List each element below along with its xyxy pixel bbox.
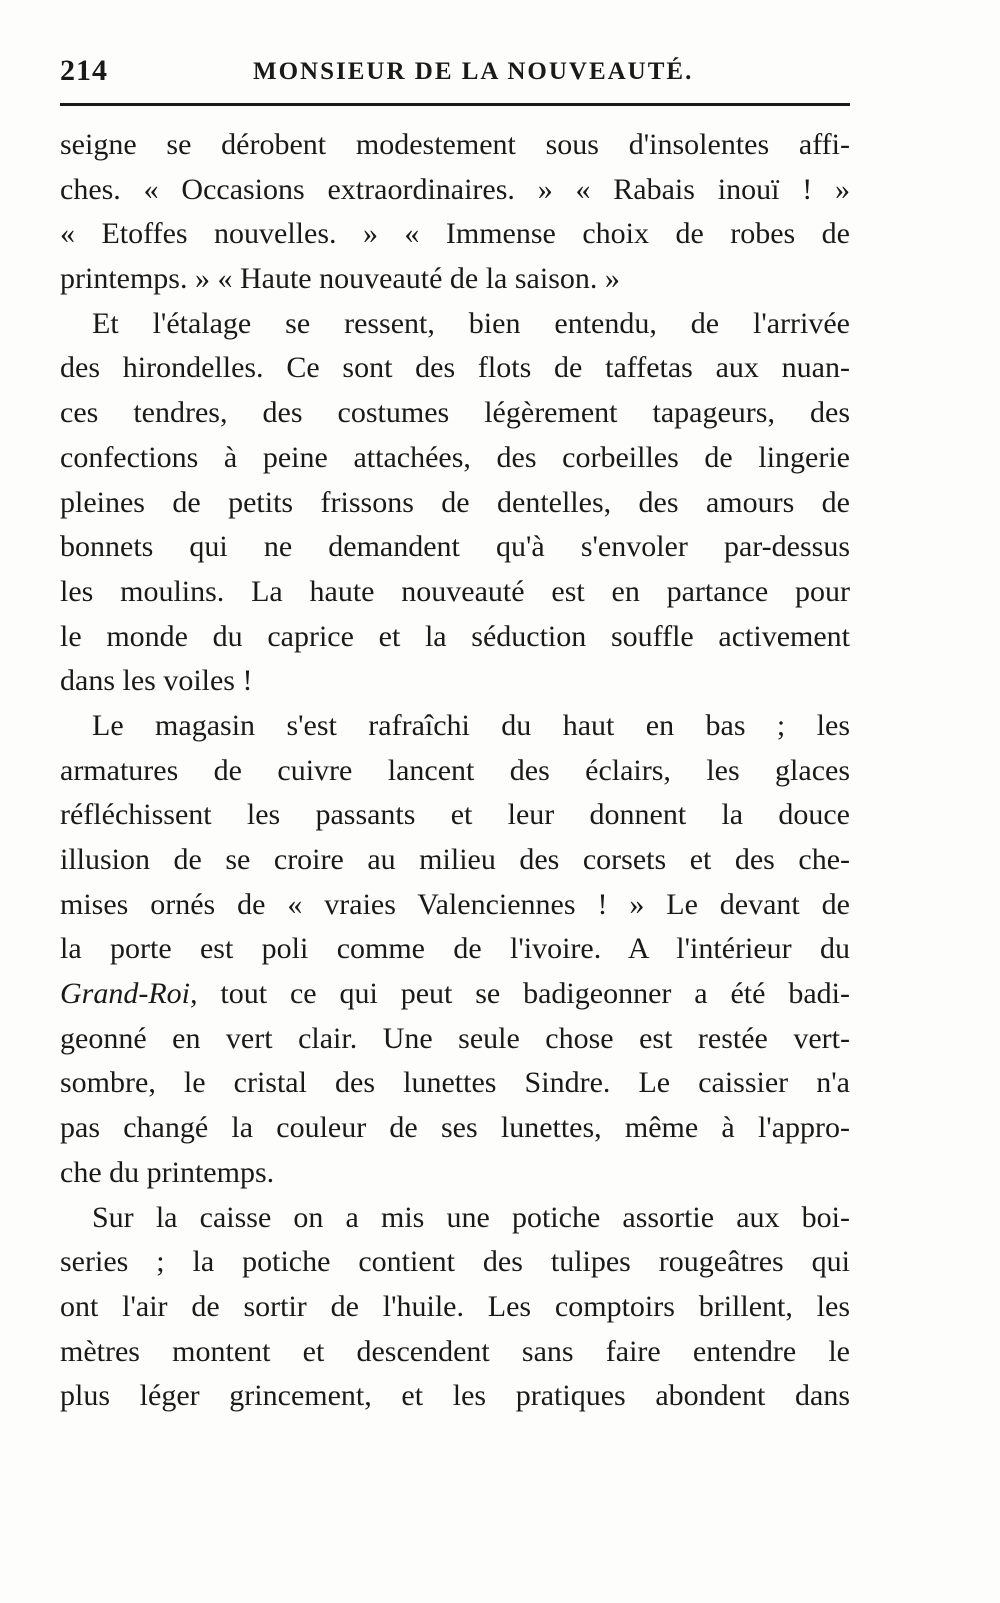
text-line: dans les voiles ! — [60, 664, 253, 698]
text-line: le monde du caprice et la séduction souffle activement — [60, 619, 850, 653]
text-line: Sur la caisse on a mis une potiche assortie aux boi- — [92, 1200, 850, 1234]
text-line — [60, 972, 850, 1017]
text-line: ont l'air de sortir de l'huile. Les comptoirs brillent, les — [60, 1289, 850, 1323]
paragraph-4 — [60, 1196, 850, 1419]
text-line-rest: tout ce qui peut se badigeonner a été badi- — [197, 977, 850, 1011]
text-line: les moulins. La haute nouveauté est en partance pour — [60, 574, 850, 608]
text-line: bonnets qui ne demandent qu'à s'envoler par-dessus — [60, 530, 850, 564]
text-line: la porte est poli comme de l'ivoire. A l'intérieur du — [60, 932, 850, 966]
paragraph-3 — [60, 704, 850, 1196]
text-line: illusion de se croire au milieu des corsets et des che- — [60, 843, 850, 876]
text-line: che du printemps. — [60, 1155, 275, 1189]
body-text — [60, 123, 850, 1419]
text-line: Et l'étalage se ressent, bien entendu, de l'arrivée — [92, 306, 850, 340]
text-line: geonné en vert clair. Une seule chose est restée vert- — [60, 1021, 850, 1055]
text-line: réfléchissent les passants et leur donnent la douce — [60, 798, 850, 832]
text-line: mètres montent et descendent sans faire entendre le — [60, 1334, 850, 1368]
running-title: MONSIEUR DE LA NOUVEAUTÉ. — [253, 58, 694, 85]
text-line: printemps. » « Haute nouveauté de la saison. » — [60, 262, 620, 296]
text-line: seigne se dérobent modestement sous d'insolentes affi- — [60, 128, 850, 161]
text-line: pas changé la couleur de ses lunettes, même à l'appro- — [60, 1111, 850, 1145]
paragraph-1 — [60, 123, 850, 302]
text-line: series ; la potiche contient des tulipes rougeâtres qui — [60, 1245, 850, 1279]
text-line: des hirondelles. Ce sont des flots de taffetas aux nuan- — [60, 351, 850, 385]
text-line: « Etoffes nouvelles. » « Immense choix de robes de — [60, 217, 850, 251]
text-line: plus léger grincement, et les pratiques abondent dans — [60, 1379, 850, 1413]
text-line: mises ornés de « vraies Valenciennes ! » Le devant de — [60, 887, 850, 921]
text-line: confections à peine attachées, des corbeilles de lingerie — [60, 440, 850, 474]
text-line: pleines de petits frissons de dentelles, des amours de — [60, 485, 850, 519]
text-line: ches. « Occasions extraordinaires. » « Rabais inouï ! » — [60, 172, 850, 206]
header-rule — [60, 103, 850, 106]
text-line: sombre, le cristal des lunettes Sindre. Le caissier n'a — [60, 1066, 850, 1100]
text-line: ces tendres, des costumes légèrement tapageurs, des — [60, 396, 850, 430]
text-line: armatures de cuivre lancent des éclairs, les glaces — [60, 753, 850, 787]
text-line: Le magasin s'est rafraîchi du haut en bas ; les — [92, 708, 850, 742]
italic-shop-name: Grand-Roi, — [60, 977, 198, 1011]
page-number: 214 — [60, 54, 108, 87]
page-header — [60, 50, 850, 90]
paragraph-2 — [60, 302, 850, 704]
